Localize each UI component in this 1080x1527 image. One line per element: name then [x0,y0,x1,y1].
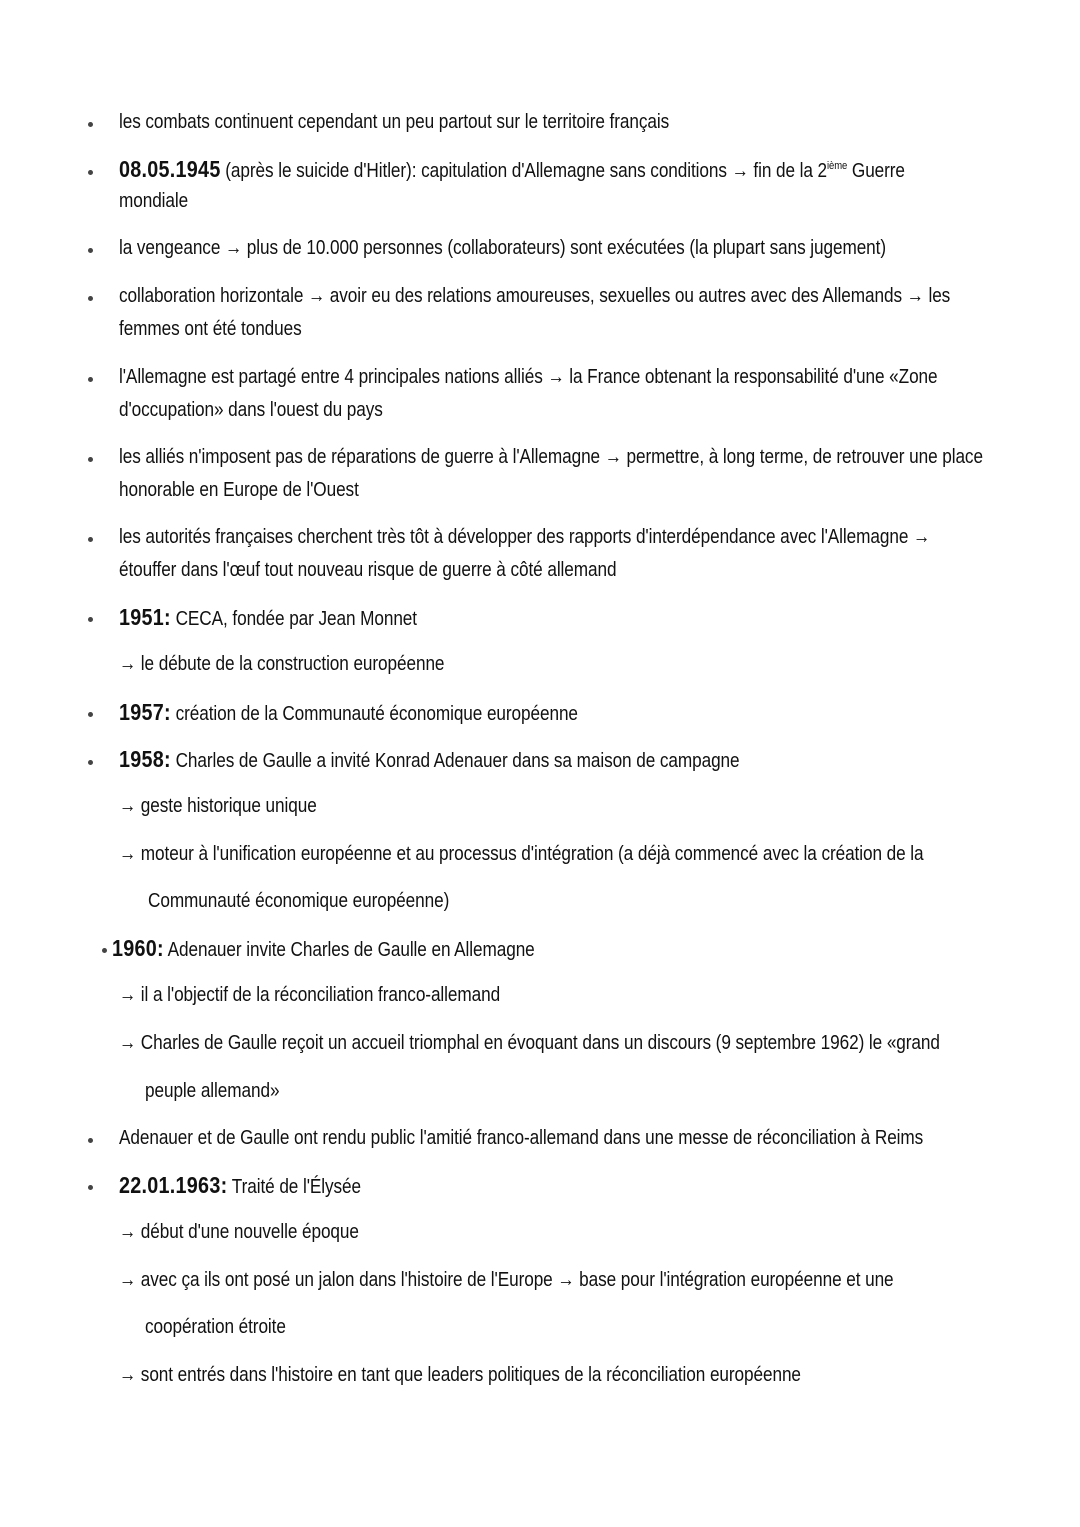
note-line [119,601,417,635]
note-line [119,696,578,730]
note-line: les alliés n'imposent pas de réparations de guerre à l'Allemagne → permettre, à long terme, de retrouver une place [119,446,983,468]
note-subline: → sont entrés dans l'histoire en tant que leaders politiques de la réconciliation européenne [119,1364,801,1386]
note-line: les autorités françaises cherchent très tôt à développer des rapports d'interdépendance avec l'Allemagne → [119,526,931,548]
date: 08.05.1945 [119,156,221,182]
date: 1960: [112,935,164,961]
bullet [88,537,93,542]
note-subline: peuple allemand» [145,1080,280,1102]
bullet [88,122,93,127]
date: 1958: [119,746,171,772]
note-text: CECA, fondée par Jean Monnet [170,608,417,630]
note-line: femmes ont été tondues [119,318,302,340]
note-subline: Communauté économique européenne) [148,890,450,912]
bullet [88,712,93,717]
bullet [88,617,93,622]
bullet [88,170,93,175]
note-text: création de la Communauté économique européenne [170,703,578,725]
bullet [88,1185,93,1190]
note-subline: → début d'une nouvelle époque [119,1221,359,1243]
bullet [102,948,107,953]
date: 22.01.1963: [119,1172,228,1198]
note-line: les combats continuent cependant un peu partout sur le territoire français [119,111,670,133]
note-subline: → moteur à l'unification européenne et au processus d'intégration (a déjà commencé avec la création de la [119,843,924,865]
note-line: collaboration horizontale → avoir eu des relations amoureuses, sexuelles ou autres avec des Allemands → les [119,285,951,307]
note-line: l'Allemagne est partagé entre 4 principales nations alliés → la France obtenant la responsabilité d'une «Zone [119,366,938,388]
note-line: étouffer dans l'œuf tout nouveau risque de guerre à côté allemand [119,559,617,581]
bullet [88,377,93,382]
note-text: Traité de l'Élysée [227,1176,362,1198]
note-text: Adenauer invite Charles de Gaulle en Allemagne [163,939,535,961]
note-subline: → avec ça ils ont posé un jalon dans l'histoire de l'Europe → base pour l'intégration européenne et une [119,1269,894,1291]
note-line [112,932,535,966]
note-line: mondiale [119,190,189,212]
note-subline: → geste historique unique [119,795,317,817]
bullet [88,296,93,301]
date: 1957: [119,699,171,725]
note-line: la vengeance → plus de 10.000 personnes (collaborateurs) sont exécutées (la plupart sans jugement) [119,237,886,259]
note-subline: → le débute de la construction européenne [119,653,445,675]
note-line: d'occupation» dans l'ouest du pays [119,399,383,421]
note-text: (après le suicide d'Hitler): capitulation d'Allemagne sans conditions → fin de la 2 [220,160,828,182]
note-line [119,743,740,777]
note-text: Charles de Gaulle a invité Konrad Adenauer dans sa maison de campagne [170,750,740,772]
note-line: Adenauer et de Gaulle ont rendu public l'amitié franco-allemand dans une messe de réconciliation à Reims [119,1127,924,1149]
note-subline: → Charles de Gaulle reçoit un accueil triomphal en évoquant dans un discours (9 septembre 1962) le «grand [119,1032,940,1054]
note-line [119,153,905,187]
bullet [88,760,93,765]
bullet [88,1138,93,1143]
note-subline: coopération étroite [145,1316,286,1338]
bullet [88,248,93,253]
date: 1951: [119,604,171,630]
note-subline: → il a l'objectif de la réconciliation franco-allemand [119,984,501,1006]
note-line [119,1169,361,1203]
note-line: honorable en Europe de l'Ouest [119,479,359,501]
superscript: ième [827,160,848,172]
note-text: Guerre [847,160,905,182]
bullet [88,457,93,462]
